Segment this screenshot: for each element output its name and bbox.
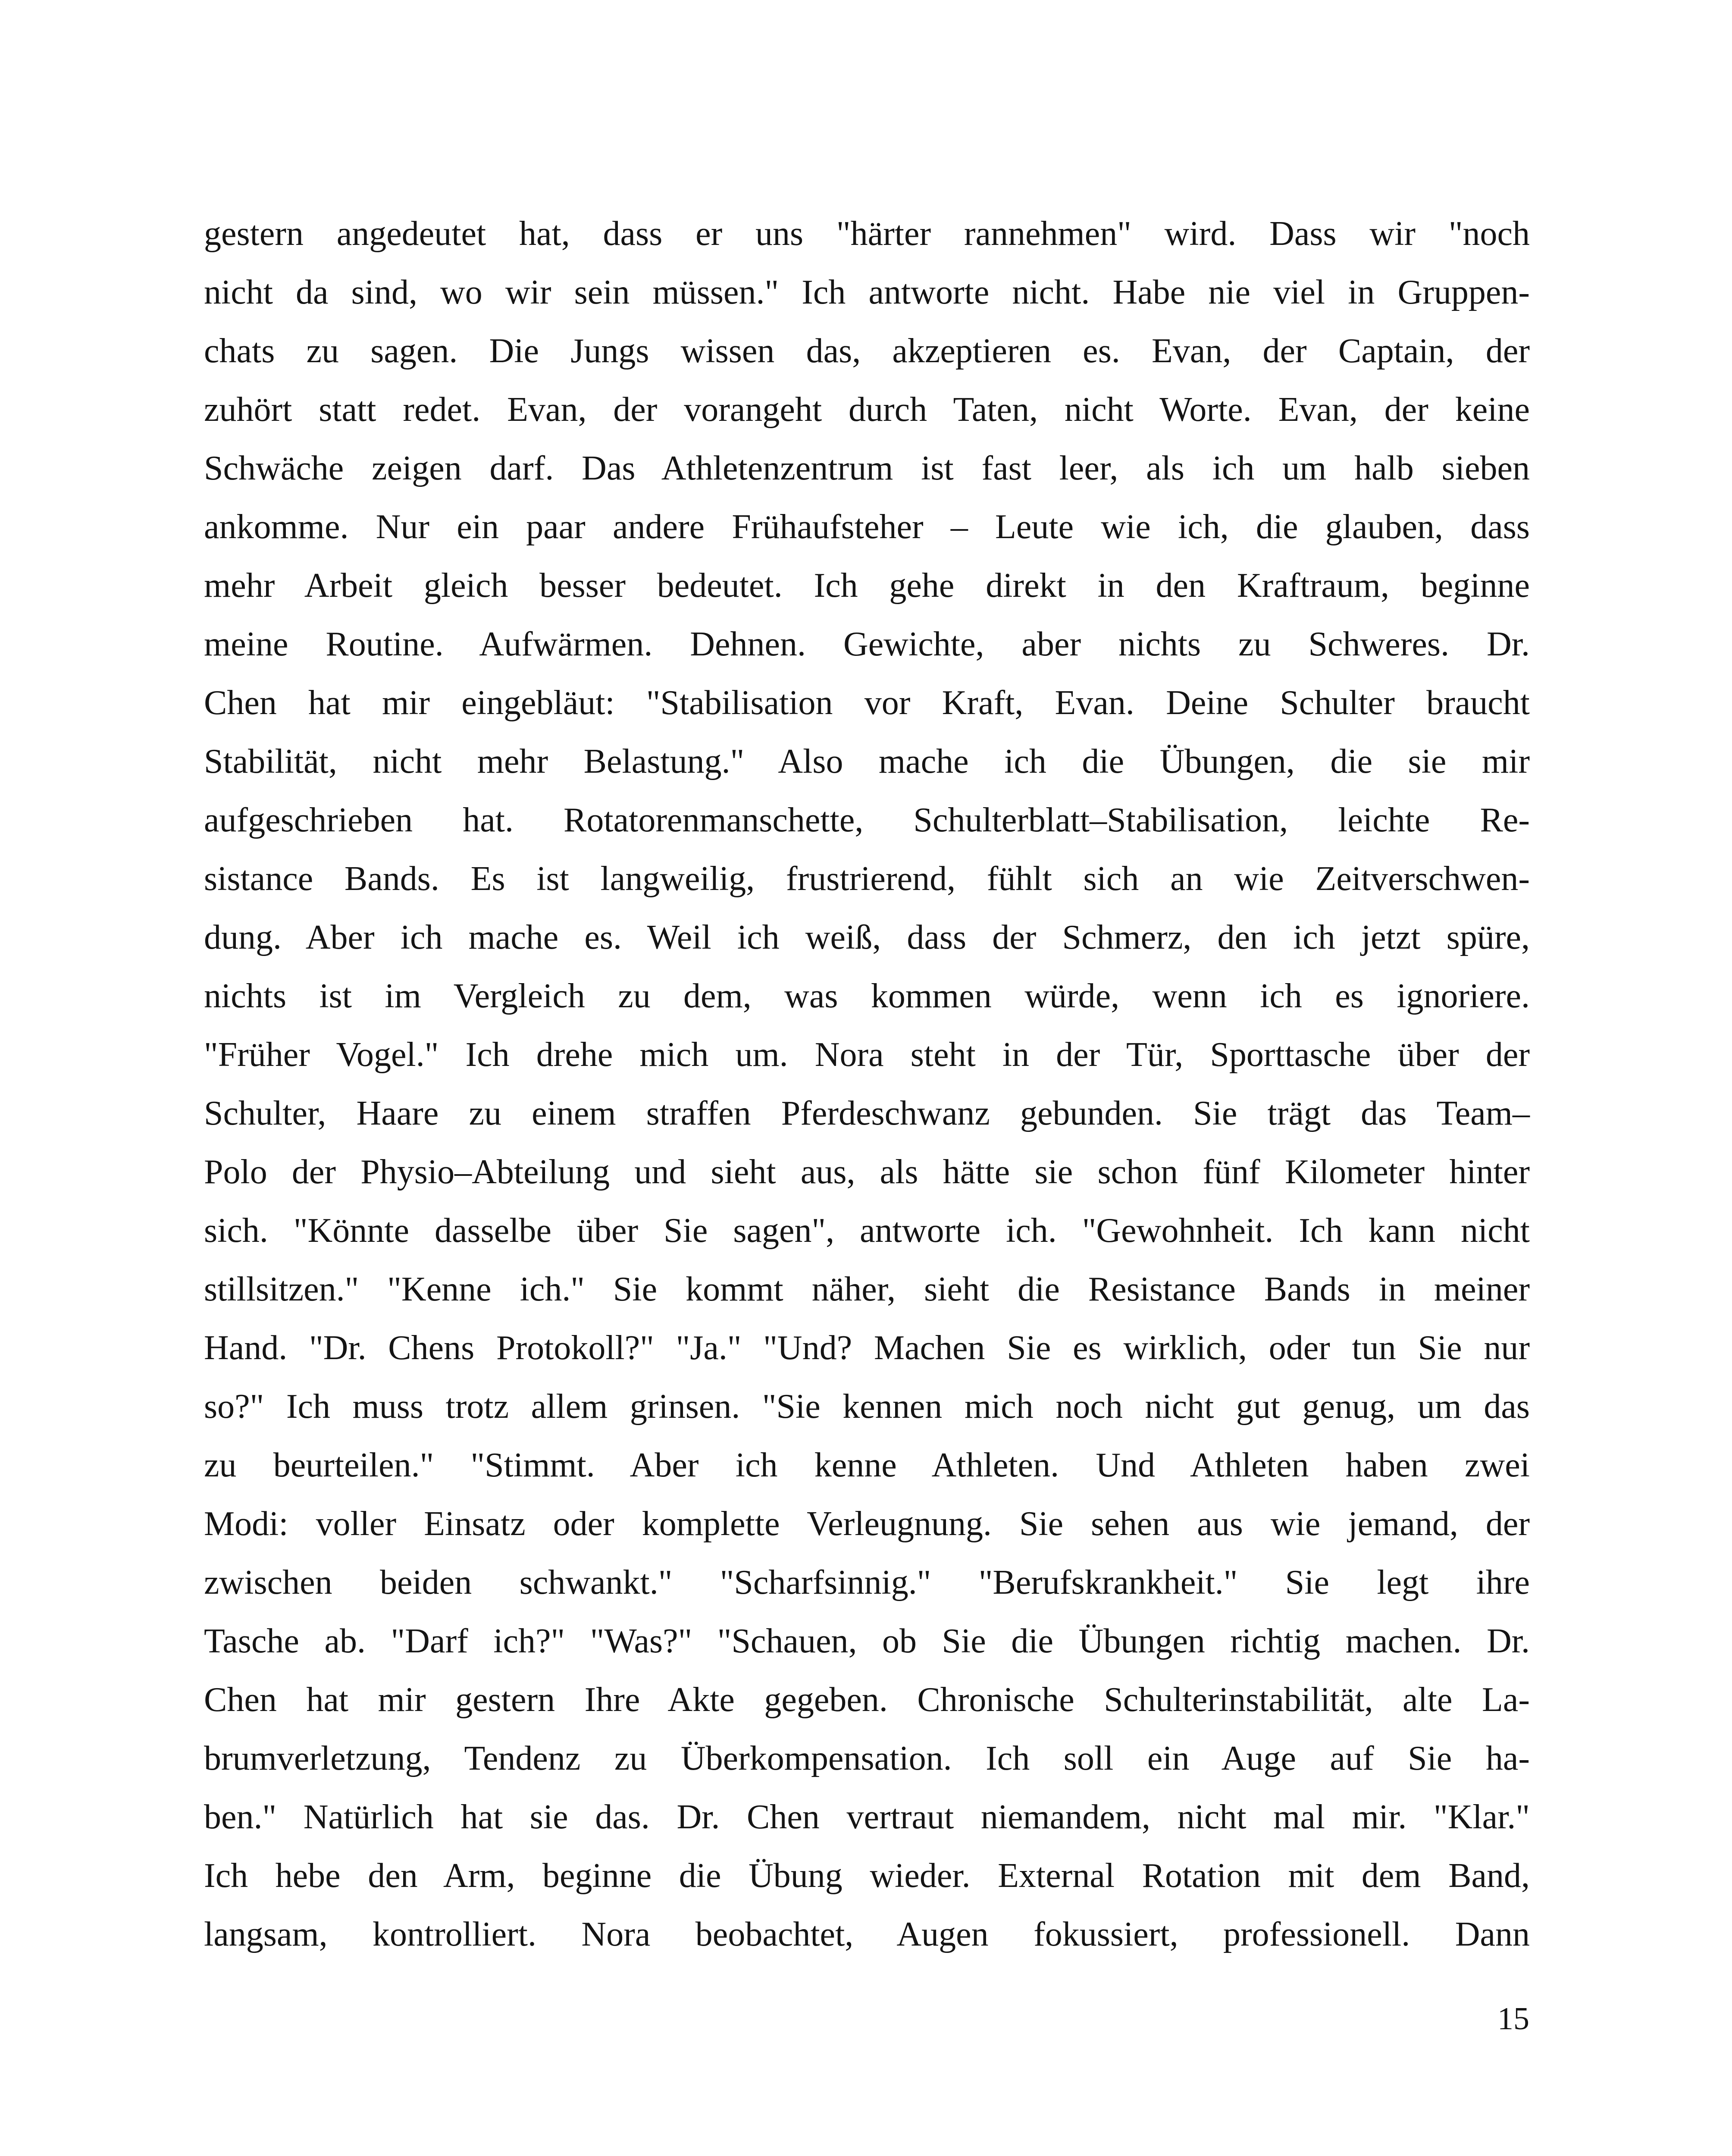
text-line: stillsitzen." "Kenne ich." Sie kommt näher, sieht die Resistance Bands in meiner	[204, 1270, 1530, 1308]
text-line: Polo der Physio–Abteilung und sieht aus, als hätte sie schon fünf Kilometer hinter	[204, 1153, 1530, 1191]
text-line: Tasche ab. "Darf ich?" "Was?" "Schauen, ob Sie die Übungen richtig machen. Dr.	[204, 1622, 1530, 1660]
text-line: chats zu sagen. Die Jungs wissen das, akzeptieren es. Evan, der Captain, der	[204, 332, 1530, 370]
text-line: brumverletzung, Tendenz zu Überkompensation. Ich soll ein Auge auf Sie ha-	[204, 1739, 1530, 1777]
text-line: sich. "Könnte dasselbe über Sie sagen", antworte ich. "Gewohnheit. Ich kann nicht	[204, 1212, 1530, 1250]
text-line: aufgeschrieben hat. Rotatorenmanschette, Schulterblatt–Stabilisation, leichte Re-	[204, 801, 1530, 839]
body-text	[204, 204, 1530, 1964]
text-line: meine Routine. Aufwärmen. Dehnen. Gewichte, aber nichts zu Schweres. Dr.	[204, 625, 1530, 663]
page-number: 15	[1497, 2001, 1529, 2037]
text-line: Stabilität, nicht mehr Belastung." Also mache ich die Übungen, die sie mir	[204, 743, 1530, 780]
text-line: ankomme. Nur ein paar andere Frühaufsteher – Leute wie ich, die glauben, dass	[204, 508, 1530, 546]
text-line: zuhört statt redet. Evan, der vorangeht durch Taten, nicht Worte. Evan, der keine	[204, 391, 1530, 429]
text-line: sistance Bands. Es ist langweilig, frustrierend, fühlt sich an wie Zeitverschwen-	[204, 860, 1530, 898]
text-line: zwischen beiden schwankt." "Scharfsinnig." "Berufskrankheit." Sie legt ihre	[204, 1564, 1530, 1601]
text-line: Chen hat mir eingebläut: "Stabilisation vor Kraft, Evan. Deine Schulter braucht	[204, 684, 1530, 722]
text-line: Schwäche zeigen darf. Das Athletenzentrum ist fast leer, als ich um halb sieben	[204, 449, 1530, 487]
text-line: Modi: voller Einsatz oder komplette Verleugnung. Sie sehen aus wie jemand, der	[204, 1505, 1530, 1543]
text-line: Hand. "Dr. Chens Protokoll?" "Ja." "Und? Machen Sie es wirklich, oder tun Sie nur	[204, 1329, 1530, 1367]
text-line: dung. Aber ich mache es. Weil ich weiß, dass der Schmerz, den ich jetzt spüre,	[204, 918, 1530, 956]
text-line: langsam, kontrolliert. Nora beobachtet, Augen fokussiert, professionell. Dann	[204, 1915, 1530, 1953]
text-line: Ich hebe den Arm, beginne die Übung wieder. External Rotation mit dem Band,	[204, 1857, 1530, 1895]
text-line: nicht da sind, wo wir sein müssen." Ich antworte nicht. Habe nie viel in Gruppen-	[204, 273, 1530, 311]
text-line: Chen hat mir gestern Ihre Akte gegeben. Chronische Schulterinstabilität, alte La-	[204, 1681, 1530, 1719]
text-line: zu beurteilen." "Stimmt. Aber ich kenne Athleten. Und Athleten haben zwei	[204, 1446, 1530, 1484]
text-line: ben." Natürlich hat sie das. Dr. Chen vertraut niemandem, nicht mal mir. "Klar."	[204, 1798, 1530, 1836]
text-line: "Früher Vogel." Ich drehe mich um. Nora steht in der Tür, Sporttasche über der	[204, 1036, 1530, 1074]
text-line: mehr Arbeit gleich besser bedeutet. Ich gehe direkt in den Kraftraum, beginne	[204, 567, 1530, 605]
text-line: gestern angedeutet hat, dass er uns "härter rannehmen" wird. Dass wir "noch	[204, 215, 1530, 253]
text-line: so?" Ich muss trotz allem grinsen. "Sie kennen mich noch nicht gut genug, um das	[204, 1388, 1530, 1426]
text-line: nichts ist im Vergleich zu dem, was kommen würde, wenn ich es ignoriere.	[204, 977, 1530, 1015]
text-line: Schulter, Haare zu einem straffen Pferdeschwanz gebunden. Sie trägt das Team–	[204, 1094, 1530, 1132]
